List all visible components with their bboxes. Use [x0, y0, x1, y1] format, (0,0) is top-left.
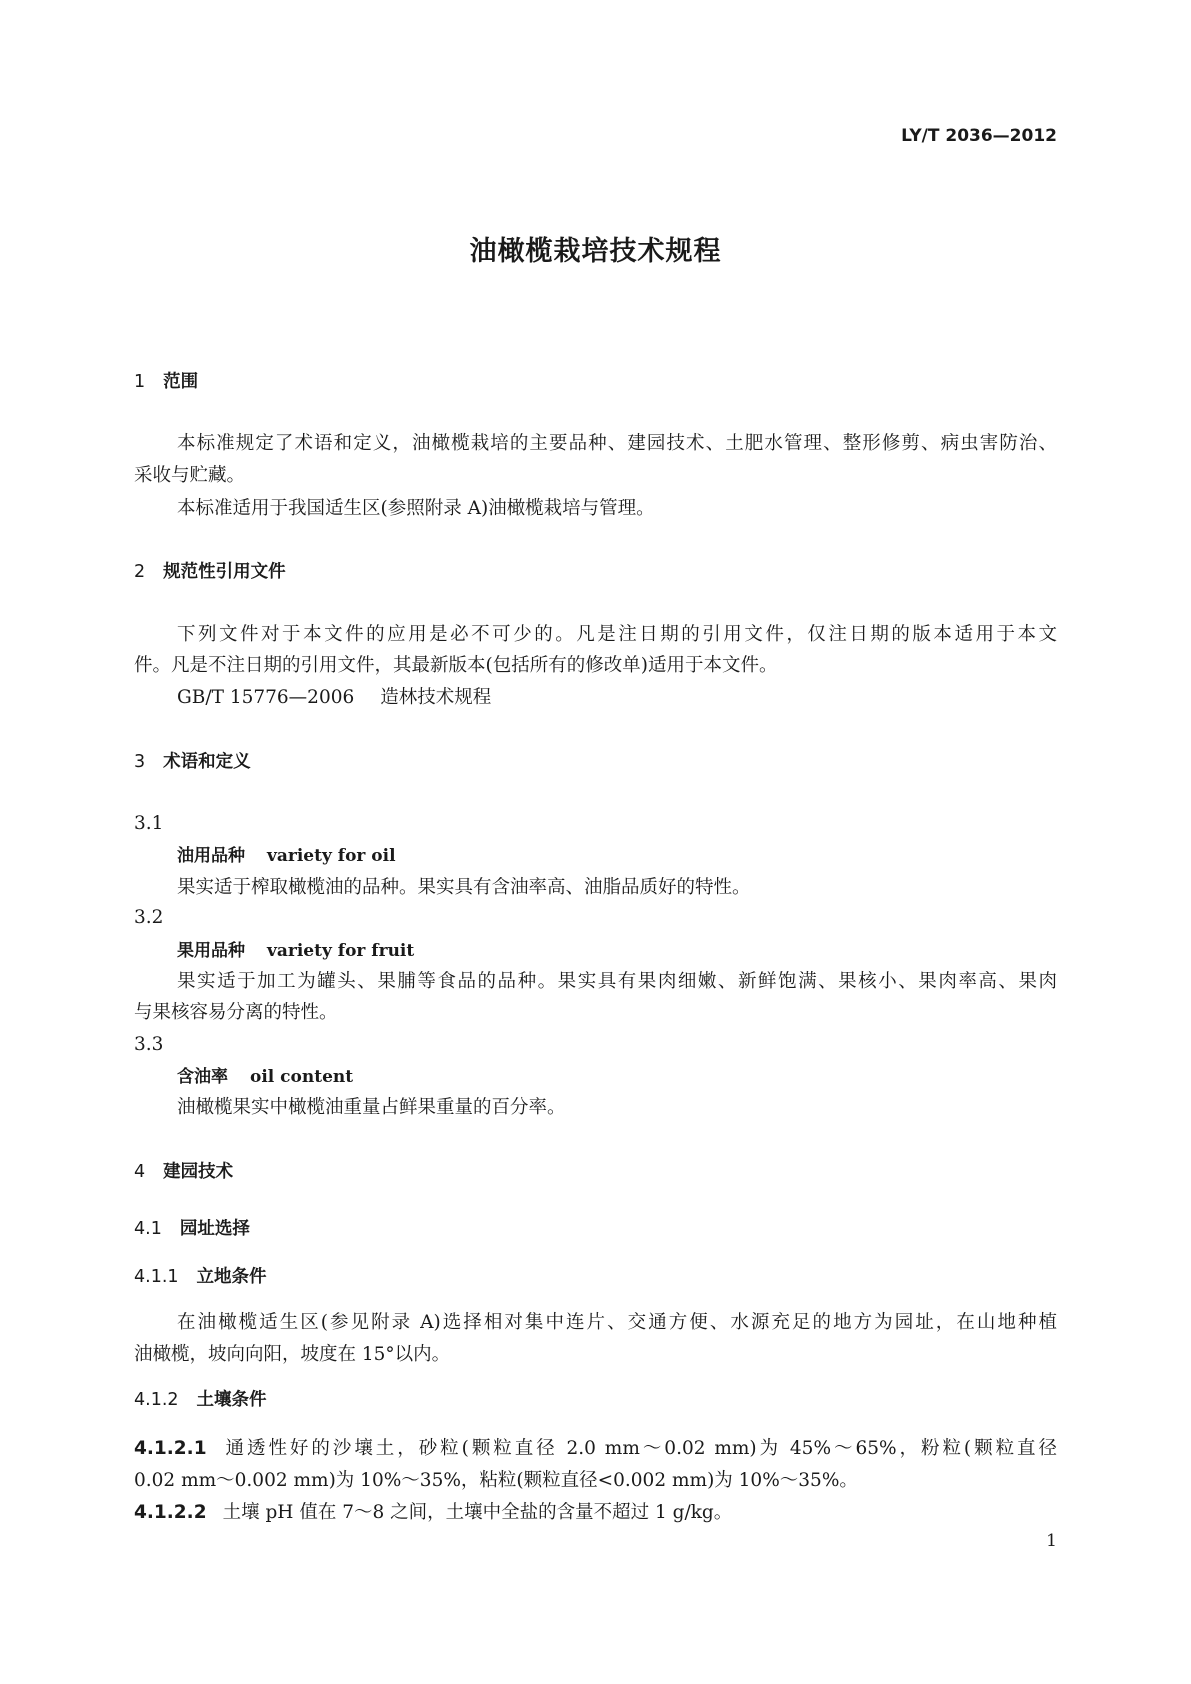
section-4-1-heading — [134, 1217, 1057, 1241]
section-title: 规范性引用文件 — [163, 562, 286, 582]
clause-text: 通透性好的沙壤土，砂粒(颗粒直径 2.0 mm～0.02 mm)为 45%～65%，粉粒(颗粒直径 — [222, 1438, 1057, 1459]
paragraph-line: 采收与贮藏。 — [134, 465, 246, 486]
section-title: 土壤条件 — [196, 1390, 267, 1410]
section-title: 术语和定义 — [163, 752, 251, 772]
term-zh: 含油率 — [177, 1067, 228, 1087]
term-en: variety for fruit — [267, 941, 415, 961]
reference-code: GB/T 15776—2006 — [177, 687, 355, 708]
section-4-1-2-heading — [134, 1388, 1057, 1412]
term-number: 3.3 — [134, 1034, 164, 1055]
section-title: 园址选择 — [179, 1219, 250, 1239]
paragraph-line: 本标准规定了术语和定义，油橄榄栽培的主要品种、建园技术、土肥水管理、整形修剪、病虫害防治、 — [177, 433, 1057, 454]
standard-code: LY/T 2036—2012 — [901, 126, 1057, 146]
clause-number: 4.1.2.2 — [134, 1502, 207, 1523]
page-title: 油橄榄栽培技术规程 — [469, 236, 722, 267]
section-3-heading — [134, 750, 1057, 774]
paragraph-line: 件。凡是不注日期的引用文件，其最新版本(包括所有的修改单)适用于本文件。 — [134, 655, 778, 676]
section-title: 立地条件 — [196, 1267, 267, 1287]
section-number: 3 — [134, 752, 146, 772]
reference-title: 造林技术规程 — [380, 687, 492, 708]
section-number: 1 — [134, 372, 146, 392]
section-number: 4 — [134, 1162, 146, 1182]
term-number: 3.2 — [134, 907, 164, 928]
section-4-heading — [134, 1160, 1057, 1184]
section-number: 4.1.1 — [134, 1267, 179, 1287]
clause-4-1-2-2 — [134, 1501, 1057, 1525]
paragraph-line: 下列文件对于本文件的应用是必不可少的。凡是注日期的引用文件，仅注日期的版本适用于本文 — [177, 624, 1057, 645]
section-4-1-1-heading — [134, 1265, 1057, 1289]
term-entry — [177, 844, 1057, 868]
normative-reference — [177, 686, 1057, 710]
term-entry — [177, 939, 1057, 963]
clause-text: 土壤 pH 值在 7～8 之间，土壤中全盐的含量不超过 1 g/kg。 — [222, 1502, 733, 1523]
term-number: 3.1 — [134, 813, 164, 834]
term-zh: 油用品种 — [177, 846, 245, 866]
term-definition: 果实适于榨取橄榄油的品种。果实具有含油率高、油脂品质好的特性。 — [177, 877, 751, 898]
term-definition: 果实适于加工为罐头、果脯等食品的品种。果实具有果肉细嫩、新鲜饱满、果核小、果肉率高、果肉 — [177, 971, 1057, 992]
section-number: 4.1.2 — [134, 1390, 179, 1410]
section-number: 4.1 — [134, 1219, 162, 1239]
clause-number: 4.1.2.1 — [134, 1438, 207, 1459]
term-en: variety for oil — [267, 846, 396, 866]
term-definition: 与果核容易分离的特性。 — [134, 1002, 338, 1023]
section-number: 2 — [134, 562, 146, 582]
section-1-heading — [134, 370, 1057, 394]
paragraph-line: 油橄榄，坡向向阳，坡度在 15°以内。 — [134, 1344, 451, 1365]
section-2-heading — [134, 560, 1057, 584]
term-zh: 果用品种 — [177, 941, 245, 961]
term-en: oil content — [250, 1067, 354, 1087]
page-number: 1 — [1046, 1531, 1057, 1551]
section-title: 建园技术 — [163, 1162, 234, 1182]
paragraph-line: 本标准适用于我国适生区(参照附录 A)油橄榄栽培与管理。 — [177, 498, 655, 519]
term-entry — [177, 1065, 1057, 1089]
clause-4-1-2-1 — [134, 1437, 1057, 1461]
paragraph-line: 在油橄榄适生区(参见附录 A)选择相对集中连片、交通方便、水源充足的地方为园址，在山地种植 — [177, 1312, 1057, 1333]
section-title: 范围 — [163, 372, 199, 392]
paragraph-line: 0.02 mm～0.002 mm)为 10%～35%，粘粒(颗粒直径<0.002 mm)为 10%～35%。 — [134, 1470, 858, 1491]
term-definition: 油橄榄果实中橄榄油重量占鲜果重量的百分率。 — [177, 1097, 566, 1118]
